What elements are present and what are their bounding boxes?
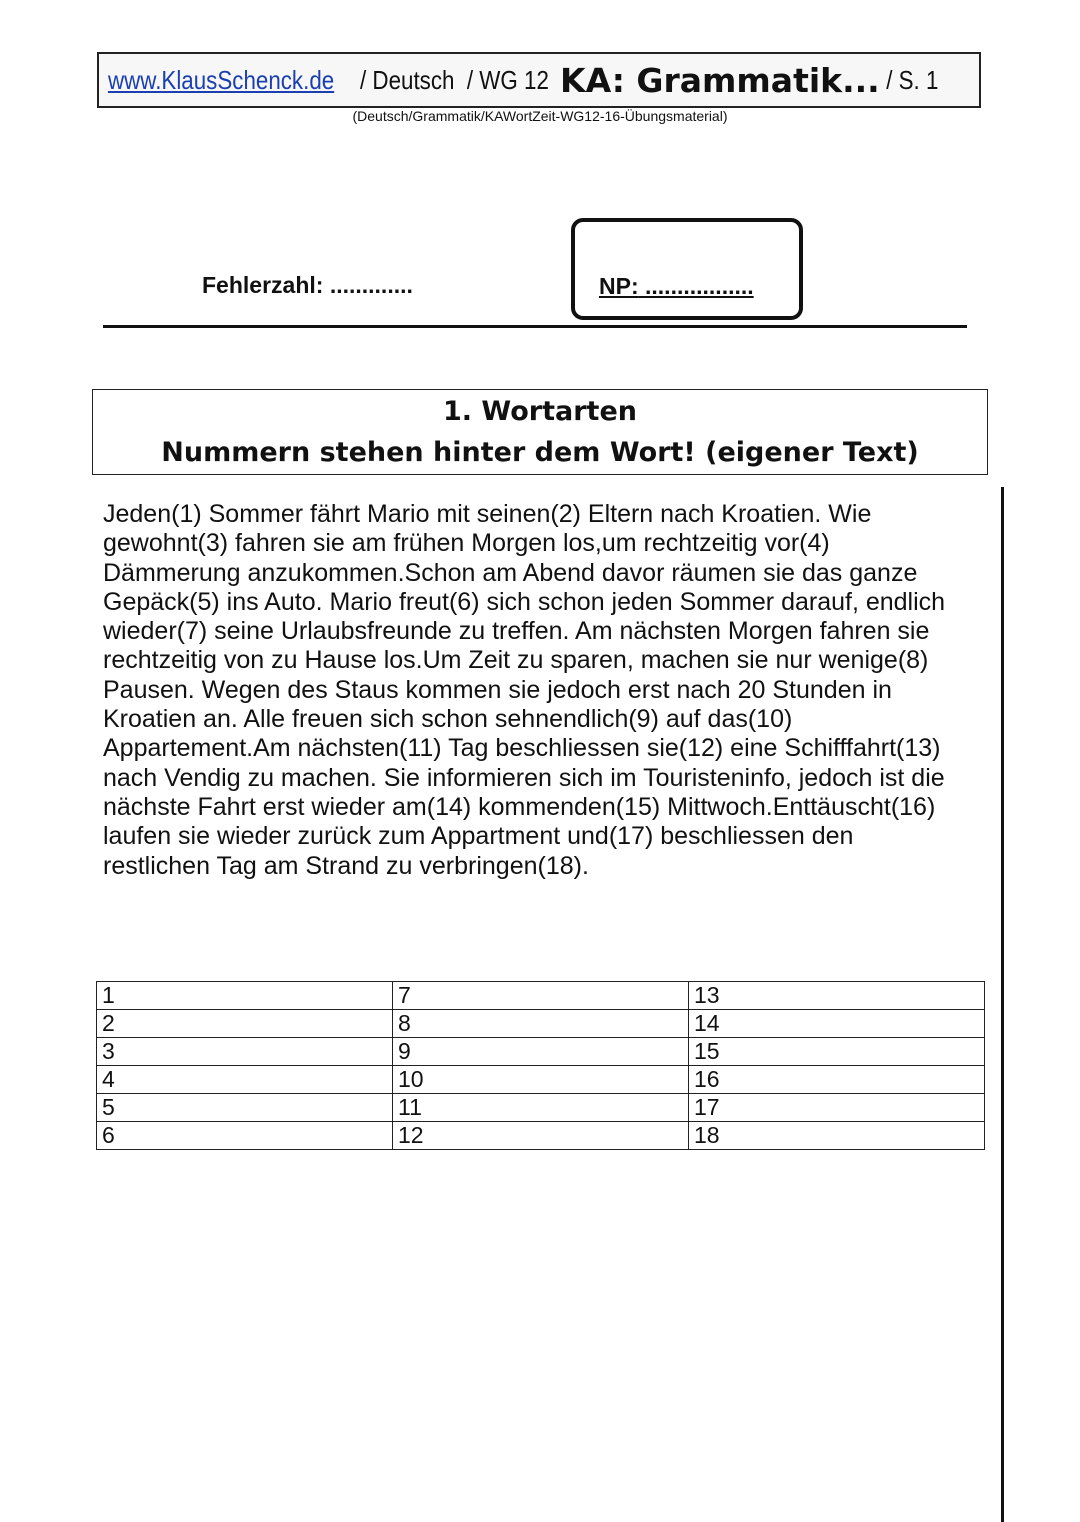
story-line: laufen sie wieder zurück zum Appartment und(17) beschliessen den (103, 822, 854, 851)
answer-cell[interactable]: 3 (97, 1038, 393, 1066)
error-count-field (202, 272, 413, 299)
table-row (97, 1066, 985, 1094)
answer-cell[interactable]: 18 (689, 1122, 985, 1150)
answer-cell[interactable]: 10 (393, 1066, 689, 1094)
story-line: Jeden(1) Sommer fährt Mario mit seinen(2) Eltern nach Kroatien. Wie (103, 500, 872, 528)
answer-cell[interactable]: 12 (393, 1122, 689, 1150)
grade-points-box (571, 218, 803, 320)
story-line: wieder(7) seine Urlaubsfreunde zu treffen. Am nächsten Morgen fahren sie (103, 617, 930, 646)
story-line: rechtzeitig von zu Hause los.Um Zeit zu sparen, machen sie nur wenige(8) (103, 646, 929, 675)
divider-line (103, 325, 967, 328)
answer-cell[interactable]: 4 (97, 1066, 393, 1094)
story-line: Gepäck(5) ins Auto. Mario freut(6) sich schon jeden Sommer darauf, endlich (103, 587, 946, 616)
story-line: nach Vendig zu machen. Sie informieren sich im Touristeninfo, jedoch ist die (103, 763, 945, 792)
story-line: restlichen Tag am Strand zu verbringen(18). (103, 851, 589, 880)
story-line: Pausen. Wegen des Staus kommen sie jedoch erst nach 20 Stunden in (103, 675, 892, 704)
error-count-label: Fehlerzahl: (202, 272, 330, 298)
answer-cell[interactable]: 2 (97, 1010, 393, 1038)
answer-cell[interactable]: 6 (97, 1122, 393, 1150)
answer-cell[interactable]: 11 (393, 1094, 689, 1122)
answer-cell[interactable]: 14 (689, 1010, 985, 1038)
answer-cell[interactable]: 16 (689, 1066, 985, 1094)
answer-cell[interactable]: 17 (689, 1094, 985, 1122)
grade-points-field (599, 273, 754, 300)
website-link[interactable]: www.KlausSchenck.de (108, 64, 335, 95)
table-row (97, 982, 985, 1010)
document-title: KA: Grammatik... (560, 60, 880, 100)
answer-cell[interactable]: 13 (689, 982, 985, 1010)
answer-cell[interactable]: 1 (97, 982, 393, 1010)
answer-cell[interactable]: 7 (393, 982, 689, 1010)
answer-table (96, 981, 985, 1150)
table-row (97, 1010, 985, 1038)
story-text (103, 500, 983, 881)
grade-points-blank: ................. (638, 273, 754, 299)
subject-label: / Deutsch / WG 12 (360, 64, 556, 95)
section-heading-box (92, 389, 988, 475)
answer-cell[interactable]: 8 (393, 1010, 689, 1038)
grade-points-label: NP: (599, 273, 639, 299)
margin-line (1001, 487, 1004, 1522)
table-row (97, 1038, 985, 1066)
table-row (97, 1094, 985, 1122)
story-line: Kroatien an. Alle freuen sich schon sehnendlich(9) auf das(10) (103, 705, 793, 734)
answer-cell[interactable]: 15 (689, 1038, 985, 1066)
page-number: / S. 1 (879, 64, 939, 95)
answer-cell[interactable]: 5 (97, 1094, 393, 1122)
story-line: nächste Fahrt erst wieder am(14) kommenden(15) Mittwoch.Enttäuscht(16) (103, 792, 936, 821)
document-path: (Deutsch/Grammatik/KAWortZeit-WG12-16-Übungsmaterial) (352, 108, 728, 124)
table-row (97, 1122, 985, 1150)
answer-cell[interactable]: 9 (393, 1038, 689, 1066)
story-line: gewohnt(3) fahren sie am frühen Morgen los,um rechtzeitig vor(4) (103, 529, 830, 558)
error-count-blank: ............. (329, 272, 413, 298)
section-title: 1. Wortarten (442, 396, 637, 427)
story-line: Dämmerung anzukommen.Schon am Abend davor räumen sie das ganze (103, 558, 918, 587)
section-instruction: Nummern stehen hinter dem Wort! (eigener Text) (161, 437, 919, 468)
story-line: Appartement.Am nächsten(11) Tag beschliessen sie(12) eine Schifffahrt(13) (103, 734, 941, 763)
header-box (97, 52, 981, 108)
